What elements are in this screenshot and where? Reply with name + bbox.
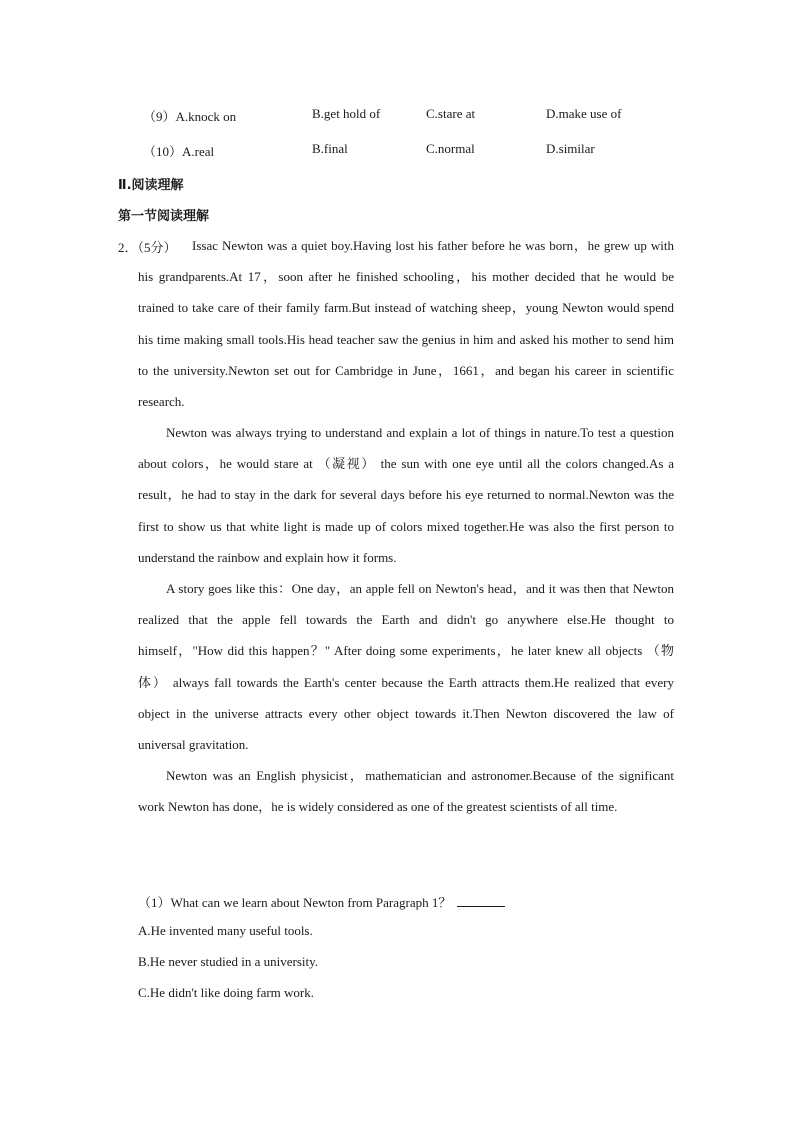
question-1: [138, 892, 505, 911]
question-text: （1）What can we learn about Newton from Paragraph 1？: [138, 895, 452, 910]
score-label: （5分）: [137, 240, 177, 255]
passage-paragraph-3: A story goes like this：One day，an apple fell on Newton's head，and it was then that Newton realized that the apple fell towards the Earth and didn't go anywhere else.He thought to himself，"How did this happen？" After doing some experiments，he later knew all objects （物体） always fall towards the Earth's center because the Earth attracts them.He realized that every object in the universe attracts every other object towards it.Then Newton discovered the law of universal gravitation.: [138, 581, 674, 753]
option-a: （10）A.real: [143, 144, 215, 159]
question-number: 2．: [118, 240, 138, 255]
option-b: B.final: [312, 141, 348, 156]
subsection-title: 第一节阅读理解: [118, 209, 210, 224]
option-c: C.stare at: [426, 106, 476, 121]
option-d: D.similar: [546, 141, 595, 156]
option-b: B.get hold of: [312, 106, 381, 121]
choice-c: C.He didn't like doing farm work.: [138, 985, 315, 1000]
passage-paragraph-2: Newton was always trying to understand and explain a lot of things in nature.To test a question about colors，he would stare at （凝视） the sun with one eye until all the colors changed.As a result，he had to stay in the dark for several days before his eye returned to normal.Newton was the first to show us that white light is made up of colors mixed together.He was also the first person to understand the rainbow and explain how it forms.: [138, 425, 674, 565]
option-a: （9）A.knock on: [143, 109, 237, 124]
passage-paragraph-4: Newton was an English physicist，mathematician and astronomer.Because of the significant work Newton has done，he is widely considered as one of the greatest scientists of all time.: [138, 768, 674, 815]
option-d: D.make use of: [546, 106, 622, 121]
answer-blank[interactable]: [457, 894, 505, 907]
choice-a: A.He invented many useful tools.: [138, 923, 313, 938]
option-c: C.normal: [426, 141, 475, 156]
passage-paragraph-1: Issac Newton was a quiet boy.Having lost his father before he was born，he grew up with his grandparents.At 17，soon after he finished schooling，his mother decided that he would be trained to take care of their family farm.But instead of watching sheep，young Newton would spend his time making small tools.His head teacher saw the genius in him and asked his mother to send him to the university.Newton set out for Cambridge in June，1661，and began his career in scientific research.: [138, 238, 674, 410]
section-title: Ⅱ.阅读理解: [118, 178, 184, 193]
choice-b: B.He never studied in a university.: [138, 954, 319, 969]
